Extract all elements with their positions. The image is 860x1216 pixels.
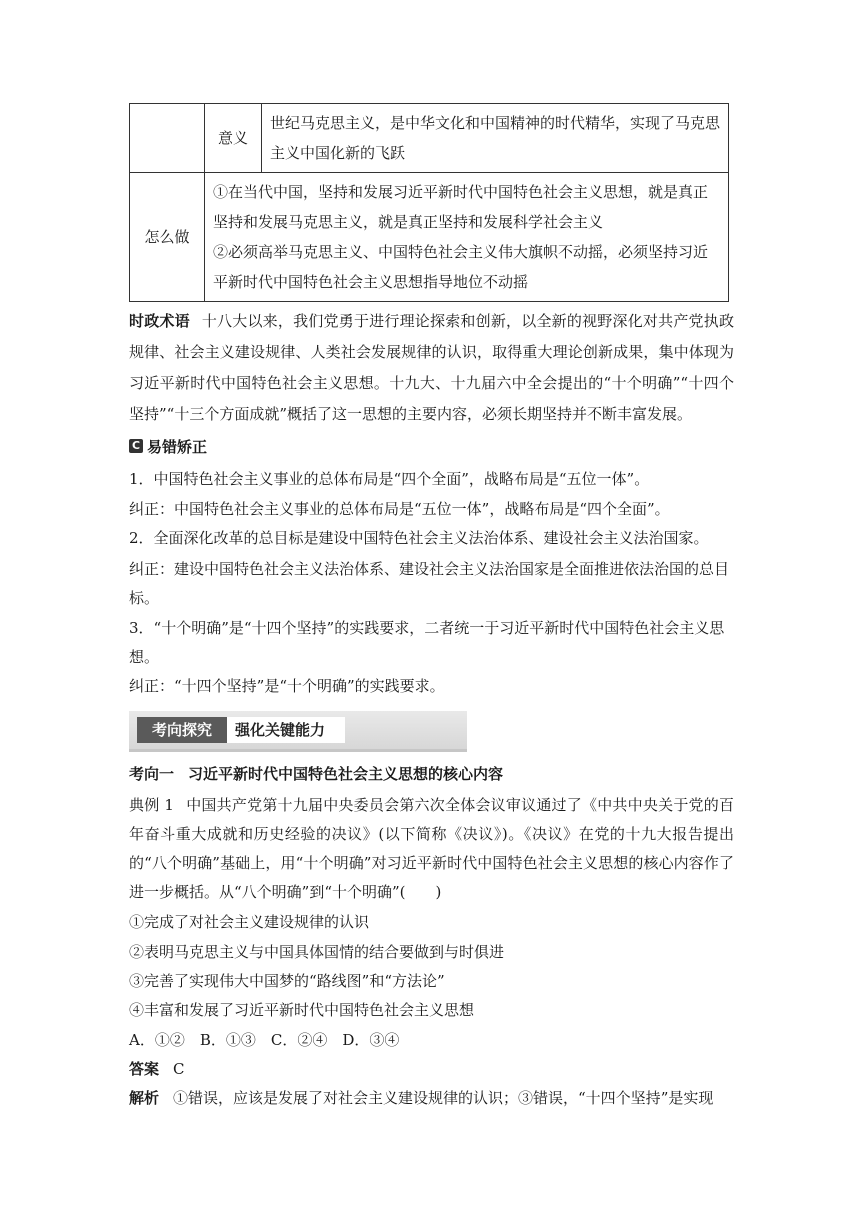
direction-title: 习近平新时代中国特色社会主义思想的核心内容 (188, 765, 504, 783)
correction-item: 1．中国特色社会主义事业的总体布局是“四个全面”，战略布局是“五位一体”。 (129, 470, 650, 488)
answer-label: 答案 (129, 1060, 160, 1078)
correction-item: 3．“十个明确”是“十四个坚持”的实践要求，二者统一于习近平新时代中国特色社会主义思想。 (129, 619, 725, 666)
example-stem-text: 中国共产党第十九届中央委员会第六次全体会议审议通过了《中共中央关于党的百年奋斗重大成就和历史经验的决议》(以下简称《决议》)。《决议》在党的十九大报告提出的“八个明确”基础上，用“十个明确”对习近平新时代中国特色社会主义思想的核心内容作了进一步概括。从“八个明确”到“十个明确”( ) (129, 796, 734, 901)
table-cell-content (205, 173, 729, 302)
correction-title: 易错矫正 (147, 437, 208, 456)
table-item: ①在当代中国，坚持和发展习近平新时代中国特色社会主义思想，就是真正坚持和发展马克思主义，就是真正坚持和发展科学社会主义 (213, 183, 709, 231)
summary-table (129, 103, 729, 302)
option-item: ③完善了实现伟大中国梦的“路线图”和“方法论” (129, 972, 445, 990)
table-row-label: 怎么做 (130, 173, 205, 302)
option-item: ④丰富和发展了习近平新时代中国特色社会主义思想 (129, 1001, 475, 1019)
term-paragraph (129, 306, 734, 430)
correction-item: 纠正：中国特色社会主义事业的总体布局是“五位一体”，战略布局是“四个全面”。 (129, 500, 670, 518)
table-row (130, 104, 729, 173)
choice-line: A．①② B．①③ C．②④ D．③④ (129, 1031, 400, 1049)
option-item: ①完成了对社会主义建设规律的认识 (129, 913, 370, 931)
correction-icon: C (129, 439, 143, 453)
table-item: ②必须高举马克思主义、中国特色社会主义伟大旗帜不动摇，必须坚持习近平新时代中国特色社会主义思想指导地位不动摇 (213, 243, 709, 291)
table-cell-empty (130, 104, 205, 173)
correction-item: 2．全面深化改革的总目标是建设中国特色社会主义法治体系、建设社会主义法治国家。 (129, 529, 709, 547)
direction-heading (129, 761, 739, 787)
correction-item: 纠正：建设中国特色社会主义法治体系、建设社会主义法治国家是全面推进依法治国的总目标。 (129, 560, 730, 607)
term-text: 十八大以来，我们党勇于进行理论探索和创新，以全新的视野深化对共产党执政规律、社会主义建设规律、人类社会发展规律的认识，取得重大理论创新成果，集中体现为习近平新时代中国特色社会主义思想。十九大、十九届六中全会提出的“十个明确”“十四个坚持”“十三个方面成就”概括了这一思想的主要内容，必须长期坚持并不断丰富发展。 (129, 312, 734, 423)
analysis-text: ①错误，应该是发展了对社会主义建设规律的认识；③错误，“十四个坚持”是实现 (173, 1089, 714, 1107)
example-stem (129, 791, 734, 907)
banner-subtitle: 强化关键能力 (227, 717, 345, 743)
table-cell-content: 世纪马克思主义，是中华文化和中国精神的时代精华，实现了马克思主义中国化新的飞跃 (262, 104, 729, 173)
answer-value: C (173, 1060, 185, 1078)
correction-heading (129, 435, 207, 457)
table-row (130, 173, 729, 302)
example-label: 典例 1 (129, 796, 174, 814)
term-label: 时政术语 (129, 312, 190, 330)
answer-line (129, 1056, 739, 1082)
option-item: ②表明马克思主义与中国具体国情的结合要做到与时俱进 (129, 943, 505, 961)
correction-item: 纠正：“十四个坚持”是“十个明确”的实践要求。 (129, 677, 445, 695)
analysis-line (129, 1085, 739, 1111)
banner-title: 考向探究 (137, 717, 227, 743)
table-sub-label: 意义 (205, 104, 262, 173)
direction-label: 考向一 (129, 765, 175, 783)
analysis-label: 解析 (129, 1089, 160, 1107)
section-banner (129, 711, 467, 752)
